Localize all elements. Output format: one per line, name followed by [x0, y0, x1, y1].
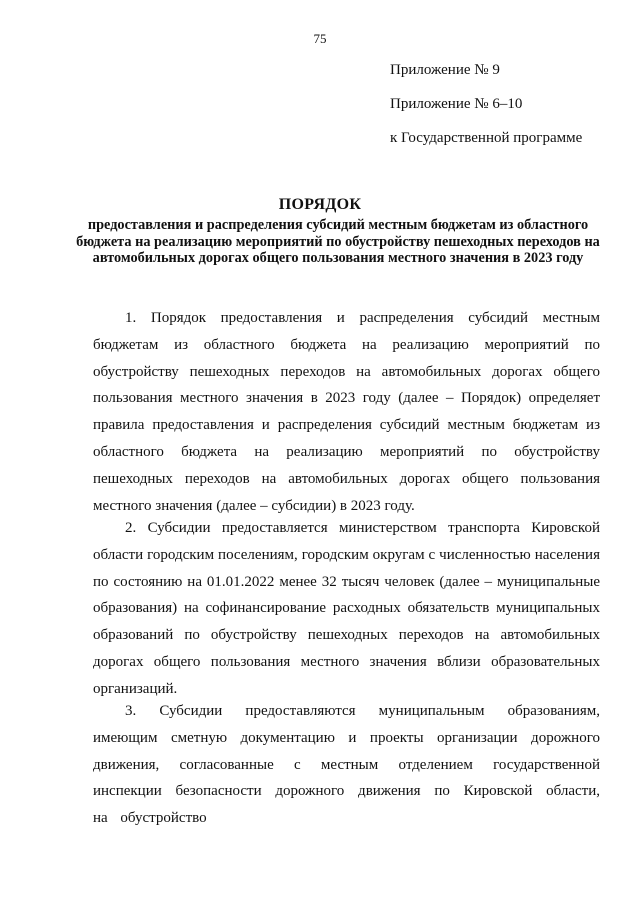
appendix-line-3: к Государственной программе [390, 130, 583, 146]
appendix-line-1: Приложение № 9 [390, 62, 500, 78]
paragraph-1-text: 1. Порядок предоставления и распределения субсидий местным бюджетам из областного бюджета на реализацию мероприятий по обустройству пешеходных переходов на автомобильных дорогах общего пользования местного значения в 2023 году (далее – Порядок) определяет правила предоставления и распределения субсидий местным бюджетам из областного бюджета на реализацию мероприятий по обустройству пешеходных переходов на автомобильных дорогах общего пользования местного значения (далее – субсидии) в 2023 году. [93, 310, 600, 514]
paragraph-2-text: 2. Субсидии предоставляется министерством транспорта Кировской области городским поселениям, городским округам с численностью населения по состоянию на 01.01.2022 менее 32 тысяч человек (далее – муниципальные образования) на софинансирование расходных обязательств муниципальных образований по обустройству пешеходных переходов на автомобильных дорогах общего пользования местного значения вблизи образовательных организаций. [93, 520, 600, 697]
document-title: ПОРЯДОК [278, 196, 362, 213]
paragraph-3 [93, 698, 600, 832]
page-number: 75 [313, 31, 327, 46]
document-subtitle: предоставления и распределения субсидий местным бюджетам из областного бюджета на реализацию мероприятий по обустройству пешеходных переходов на автомобильных дорогах общего пользования местного значения в 2023 году [76, 217, 600, 266]
paragraph-1 [93, 305, 600, 519]
appendix-line-2: Приложение № 6–10 [390, 96, 523, 112]
paragraph-3-text: 3. Субсидии предоставляются муниципальным образованиям, имеющим сметную документацию и проекты организации дорожного движения, согласованные с местным отделением государственной инспекции безопасности дорожного движения по Кировской области, на обустройство [93, 703, 600, 827]
paragraph-2 [93, 515, 600, 703]
